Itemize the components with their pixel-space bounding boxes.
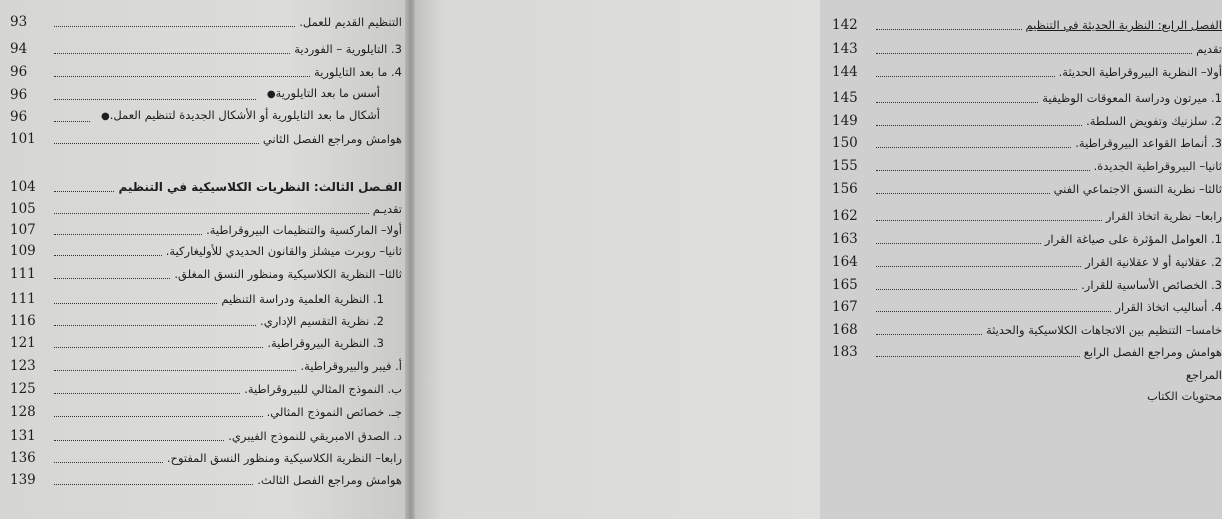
toc-entry-title bbox=[1081, 276, 1222, 294]
toc-dot-leader bbox=[54, 484, 253, 485]
toc-entry-text: أ. فيبر والبيروقراطية. bbox=[300, 359, 402, 373]
toc-dot-leader bbox=[54, 121, 90, 122]
toc-entry-title bbox=[1054, 180, 1222, 198]
toc-page-number: 163 bbox=[832, 231, 858, 247]
toc-entry bbox=[10, 332, 402, 352]
toc-entry bbox=[10, 219, 402, 239]
toc-dot-leader bbox=[876, 289, 1077, 290]
toc-dot-leader bbox=[876, 311, 1111, 312]
toc-entry-text: الفـصل الثالث: النظريات الكلاسيكية في التنظيم bbox=[118, 180, 402, 194]
toc-entry-title bbox=[299, 13, 402, 31]
toc-page-number: 96 bbox=[10, 109, 28, 125]
toc-page-number: 167 bbox=[832, 299, 858, 315]
toc-entry-text: ثانيا– روبرت ميشلز والقانون الحديدي للأوليغاركية. bbox=[165, 244, 402, 258]
toc-entry-text: ثالثا– نظرية النسق الاجتماعي الفني bbox=[1053, 182, 1222, 196]
toc-entry-title bbox=[1086, 112, 1222, 130]
toc-dot-leader bbox=[54, 213, 369, 214]
toc-entry bbox=[832, 251, 1222, 271]
toc-dot-leader bbox=[54, 53, 290, 54]
toc-entry bbox=[832, 364, 1222, 384]
toc-dot-leader bbox=[876, 170, 1090, 171]
toc-entry bbox=[10, 38, 402, 58]
toc-entry-title bbox=[1084, 343, 1222, 361]
toc-page-number: 168 bbox=[832, 322, 858, 338]
toc-page-number: 183 bbox=[832, 344, 858, 360]
toc-entry-title bbox=[986, 321, 1222, 339]
toc-entry bbox=[10, 288, 402, 308]
toc-entry bbox=[832, 319, 1222, 339]
toc-page-number: 121 bbox=[10, 335, 36, 351]
toc-entry-text: رابعا– النظرية الكلاسيكية ومنظور النسق المفتوح. bbox=[166, 451, 402, 465]
toc-entry-text: هوامش ومراجع الفصل الثالث. bbox=[257, 473, 402, 487]
toc-dot-leader bbox=[54, 234, 202, 235]
toc-entry-title bbox=[166, 242, 402, 260]
toc-entry-text: 2. سلزنيك وتفويض السلطة. bbox=[1086, 114, 1222, 128]
toc-entry bbox=[10, 198, 402, 218]
toc-dot-leader bbox=[876, 193, 1050, 194]
toc-entry bbox=[10, 310, 402, 330]
toc-page-number: 94 bbox=[10, 41, 28, 57]
toc-entry-text: هوامش ومراجع الفصل الرابع bbox=[1083, 345, 1222, 359]
toc-entry-title bbox=[257, 471, 402, 489]
toc-dot-leader bbox=[876, 220, 1102, 221]
toc-entry-title bbox=[118, 178, 402, 196]
toc-entry-title bbox=[314, 63, 402, 81]
toc-dot-leader bbox=[54, 370, 296, 371]
toc-entry bbox=[832, 132, 1222, 152]
toc-entry-title bbox=[174, 265, 402, 283]
toc-page-number: 143 bbox=[832, 41, 858, 57]
toc-page-number: 136 bbox=[10, 450, 36, 466]
toc-page-number: 104 bbox=[10, 179, 36, 195]
toc-dot-leader bbox=[54, 26, 295, 27]
toc-entry-text: أشكال ما بعد التايلورية أو الأشكال الجديدة لتنظيم العمل. bbox=[109, 108, 380, 122]
toc-entry bbox=[10, 84, 402, 104]
toc-entry bbox=[832, 296, 1222, 316]
toc-dot-leader bbox=[876, 125, 1082, 126]
toc-entry bbox=[832, 38, 1222, 58]
bullet-icon: ● bbox=[266, 89, 276, 100]
toc-entry-title bbox=[260, 312, 384, 330]
toc-entry-text: د. الصدق الامبريقي للنموذج الفيبري. bbox=[228, 429, 402, 443]
bullet-icon: ● bbox=[100, 111, 110, 122]
toc-page-number: 165 bbox=[832, 277, 858, 293]
toc-dot-leader bbox=[54, 440, 224, 441]
toc-entry-title bbox=[373, 200, 402, 218]
toc-entry-text: 3. الخصائص الأساسية للقرار. bbox=[1081, 278, 1222, 292]
toc-entry bbox=[10, 106, 402, 126]
toc-page-number: 105 bbox=[10, 201, 36, 217]
toc-dot-leader bbox=[876, 102, 1038, 103]
toc-dot-leader bbox=[54, 99, 256, 100]
toc-page-number: 111 bbox=[10, 291, 36, 307]
toc-dot-leader bbox=[54, 303, 217, 304]
toc-entry bbox=[832, 385, 1222, 405]
toc-entry-text: أولا– النظرية البيروقراطية الحديثة. bbox=[1058, 65, 1222, 79]
toc-entry bbox=[10, 469, 402, 489]
toc-entry-text: المراجع bbox=[1185, 368, 1222, 382]
toc-page-number: 145 bbox=[832, 90, 858, 106]
toc-entry-title bbox=[1042, 89, 1222, 107]
toc-page-number: 149 bbox=[832, 113, 858, 129]
toc-entry bbox=[832, 228, 1222, 248]
toc-entry-text: 1. العوامل المؤثرة على صياغة القرار bbox=[1044, 232, 1222, 246]
toc-entry-text: 3. النظرية البيروقراطية. bbox=[267, 336, 384, 350]
toc-entry-text: ب. النموذج المثالي للبيروقراطية. bbox=[244, 382, 402, 396]
toc-entry-text: تقديـم bbox=[372, 202, 402, 216]
toc-entry-text: 1. النظرية العلمية ودراسة التنظيم bbox=[221, 292, 384, 306]
toc-page-number: 111 bbox=[10, 266, 36, 282]
toc-dot-leader bbox=[876, 147, 1071, 148]
toc-entry-text: 3. التايلورية – الفوردية bbox=[294, 42, 402, 56]
toc-entry-title bbox=[228, 427, 402, 445]
toc-dot-leader bbox=[54, 76, 310, 77]
toc-page-number: 156 bbox=[832, 181, 858, 197]
toc-entry bbox=[10, 11, 402, 31]
toc-page-number: 164 bbox=[832, 254, 858, 270]
toc-entry-title bbox=[1094, 157, 1222, 175]
toc-entry bbox=[832, 205, 1222, 225]
toc-entry-title bbox=[300, 357, 402, 375]
toc-dot-leader bbox=[54, 393, 240, 394]
toc-entry-title bbox=[1075, 134, 1222, 152]
toc-entry-text: جـ. خصائص النموذج المثالي. bbox=[266, 405, 402, 419]
toc-dot-leader bbox=[54, 462, 163, 463]
toc-entry-text: 4. أساليب اتخاذ القرار bbox=[1115, 300, 1222, 314]
toc-page-number: 131 bbox=[10, 428, 36, 444]
toc-entry bbox=[832, 178, 1222, 198]
toc-page-number: 144 bbox=[832, 64, 858, 80]
toc-entry-title bbox=[1186, 366, 1222, 384]
toc-entry-text: 4. ما بعد التايلورية bbox=[314, 65, 402, 79]
toc-page-number: 142 bbox=[832, 17, 858, 33]
toc-entry bbox=[832, 14, 1222, 34]
toc-entry-text: ثالثا– النظرية الكلاسيكية ومنظور النسق المغلق. bbox=[174, 267, 402, 281]
toc-entry-title bbox=[1106, 207, 1222, 225]
left-page bbox=[0, 0, 410, 519]
toc-entry-title bbox=[1045, 230, 1222, 248]
toc-entry bbox=[10, 61, 402, 81]
toc-entry-title bbox=[1059, 63, 1222, 81]
toc-dot-leader bbox=[876, 76, 1055, 77]
toc-page-number: 155 bbox=[832, 158, 858, 174]
toc-entry-text: 3. أنماط القواعد البيروقراطية. bbox=[1075, 136, 1222, 150]
toc-entry bbox=[10, 263, 402, 283]
toc-entry-title bbox=[1026, 16, 1222, 34]
toc-page-number: 128 bbox=[10, 404, 36, 420]
toc-entry-text: 1. ميرتون ودراسة المعوقات الوظيفية bbox=[1042, 91, 1222, 105]
toc-entry-title bbox=[260, 84, 380, 104]
toc-entry bbox=[10, 176, 402, 196]
right-page bbox=[410, 0, 1222, 519]
toc-page-number: 109 bbox=[10, 243, 36, 259]
toc-page-number: 123 bbox=[10, 358, 36, 374]
toc-entry-text: هوامش ومراجع الفصل الثاني bbox=[262, 132, 402, 146]
toc-entry-text: الفصل الرابع: النظرية الحديثة في التنظيم bbox=[1025, 18, 1222, 32]
toc-entry-text: 2. نظرية التقسيم الإداري. bbox=[260, 314, 384, 328]
toc-entry-title bbox=[263, 130, 402, 148]
toc-entry-text: محتويات الكتاب bbox=[1146, 389, 1222, 403]
toc-entry-title bbox=[294, 40, 402, 58]
toc-entry-title bbox=[1147, 387, 1222, 405]
toc-dot-leader bbox=[876, 53, 1192, 54]
toc-page-number: 93 bbox=[10, 14, 28, 30]
toc-page-number: 101 bbox=[10, 131, 36, 147]
book-gutter bbox=[405, 0, 415, 519]
toc-entry bbox=[10, 240, 402, 260]
toc-dot-leader bbox=[876, 243, 1041, 244]
toc-dot-leader bbox=[54, 278, 170, 279]
toc-dot-leader bbox=[54, 143, 259, 144]
toc-entry-text: خامسا– التنظيم بين الاتجاهات الكلاسيكية والحديثة bbox=[985, 323, 1222, 337]
toc-page-number: 96 bbox=[10, 87, 28, 103]
toc-entry-title bbox=[267, 403, 402, 421]
toc-entry bbox=[832, 341, 1222, 361]
toc-entry bbox=[10, 378, 402, 398]
toc-entry bbox=[832, 110, 1222, 130]
toc-entry bbox=[832, 87, 1222, 107]
toc-entry-text: ثانيا– البيروقراطية الجديدة. bbox=[1093, 159, 1222, 173]
toc-entry-text: أسس ما بعد التايلورية bbox=[275, 86, 380, 100]
toc-entry-title bbox=[1085, 253, 1222, 271]
toc-entry-text: رابعا– نظرية اتخاذ القرار bbox=[1105, 209, 1222, 223]
toc-entry-title bbox=[267, 334, 384, 352]
toc-entry-text: تقديم bbox=[1196, 42, 1222, 56]
toc-page-number: 125 bbox=[10, 381, 36, 397]
toc-dot-leader bbox=[876, 356, 1080, 357]
toc-dot-leader bbox=[876, 334, 982, 335]
toc-entry-text: التنظيم القديم للعمل. bbox=[299, 15, 402, 29]
toc-entry bbox=[10, 425, 402, 445]
toc-entry bbox=[10, 355, 402, 375]
toc-page-number: 139 bbox=[10, 472, 36, 488]
toc-entry bbox=[832, 61, 1222, 81]
toc-entry-text: 2. عقلانية أو لا عقلانية القرار bbox=[1085, 255, 1222, 269]
toc-page-number: 162 bbox=[832, 208, 858, 224]
toc-dot-leader bbox=[876, 29, 1022, 30]
toc-page-number: 107 bbox=[10, 222, 36, 238]
toc-entry-title bbox=[1115, 298, 1222, 316]
toc-page-number: 150 bbox=[832, 135, 858, 151]
toc-entry-title bbox=[244, 380, 402, 398]
toc-entry-title bbox=[1196, 40, 1222, 58]
toc-entry bbox=[832, 155, 1222, 175]
toc-dot-leader bbox=[54, 191, 114, 192]
toc-dot-leader bbox=[54, 347, 263, 348]
toc-dot-leader bbox=[54, 255, 162, 256]
toc-entry-title bbox=[221, 290, 384, 308]
toc-page-number: 116 bbox=[10, 313, 36, 329]
toc-dot-leader bbox=[54, 325, 256, 326]
toc-entry bbox=[832, 274, 1222, 294]
toc-entry-title bbox=[206, 221, 402, 239]
toc-dot-leader bbox=[876, 266, 1081, 267]
toc-entry-text: أولا– الماركسية والتنظيمات البيروقراطية. bbox=[206, 223, 402, 237]
toc-dot-leader bbox=[54, 416, 263, 417]
toc-entry bbox=[10, 447, 402, 467]
toc-entry bbox=[10, 128, 402, 148]
toc-page-number: 96 bbox=[10, 64, 28, 80]
toc-entry-title bbox=[167, 449, 402, 467]
toc-entry-title bbox=[94, 106, 380, 126]
toc-entry bbox=[10, 401, 402, 421]
